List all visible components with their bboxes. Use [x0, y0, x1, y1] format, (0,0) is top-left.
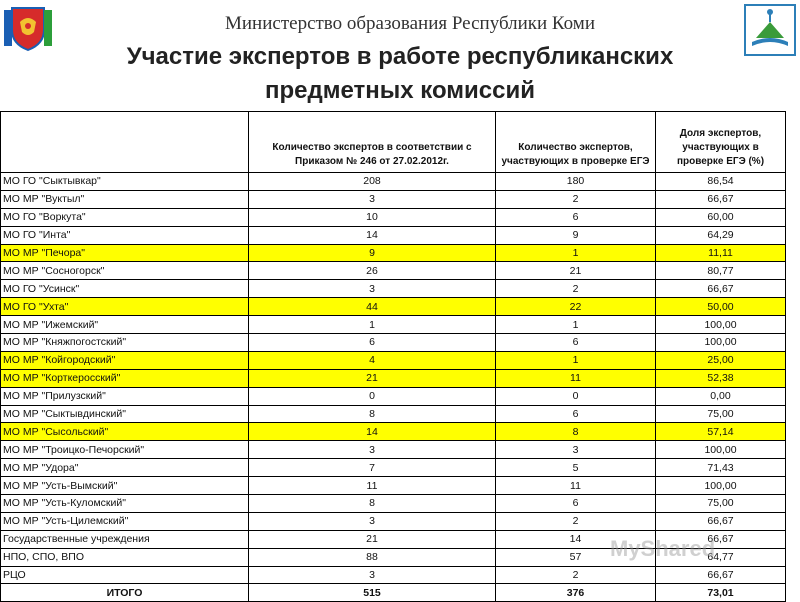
experts-participating-cell: 0	[496, 387, 656, 405]
share-percent-cell: 25,00	[656, 351, 786, 369]
experts-participating-cell: 2	[496, 512, 656, 530]
region-cell: МО МР "Сысольский"	[1, 423, 249, 441]
experts-participating-cell: 8	[496, 423, 656, 441]
table-row	[1, 190, 786, 208]
experts-participating-cell: 21	[496, 262, 656, 280]
region-cell: МО МР "Вуктыл"	[1, 190, 249, 208]
table-row	[1, 459, 786, 477]
experts-by-order-cell: 3	[249, 566, 496, 584]
experts-by-order-cell: 21	[249, 369, 496, 387]
table-row	[1, 369, 786, 387]
experts-participating-cell: 2	[496, 280, 656, 298]
region-cell: МО МР "Усть-Цилемский"	[1, 512, 249, 530]
table-row	[1, 262, 786, 280]
experts-participating-cell: 11	[496, 369, 656, 387]
col-header-experts-by-order: Количество экспертов в соответствии с Приказом № 246 от 27.02.2012г.	[249, 112, 496, 173]
experts-by-order-cell: 26	[249, 262, 496, 280]
region-cell: Государственные учреждения	[1, 530, 249, 548]
page-title	[0, 40, 800, 108]
table-row	[1, 316, 786, 334]
table-row	[1, 173, 786, 191]
share-percent-cell: 86,54	[656, 173, 786, 191]
region-cell: МО МР "Ижемский"	[1, 316, 249, 334]
region-cell: МО ГО "Инта"	[1, 226, 249, 244]
experts-participating-cell: 11	[496, 477, 656, 495]
region-cell: МО ГО "Усинск"	[1, 280, 249, 298]
table-row	[1, 226, 786, 244]
share-percent-cell: 75,00	[656, 405, 786, 423]
experts-table	[0, 111, 786, 602]
region-cell: МО МР "Усть-Вымский"	[1, 477, 249, 495]
experts-participating-cell: 180	[496, 173, 656, 191]
experts-participating-cell: 1	[496, 351, 656, 369]
education-logo-icon	[744, 4, 796, 56]
col-header-experts-participating: Количество экспертов, участвующих в проверке ЕГЭ	[496, 112, 656, 173]
share-percent-cell: 100,00	[656, 441, 786, 459]
share-percent-cell: 52,38	[656, 369, 786, 387]
table-row	[1, 298, 786, 316]
experts-participating-cell: 57	[496, 548, 656, 566]
region-cell: МО МР "Печора"	[1, 244, 249, 262]
ministry-name: Министерство образования Республики Коми	[225, 13, 595, 34]
total-experts-participating-cell: 376	[496, 584, 656, 602]
experts-by-order-cell: 3	[249, 190, 496, 208]
table-row	[1, 477, 786, 495]
region-cell: МО МР "Удора"	[1, 459, 249, 477]
experts-participating-cell: 3	[496, 441, 656, 459]
table-row	[1, 334, 786, 352]
region-cell: МО ГО "Воркута"	[1, 208, 249, 226]
share-percent-cell: 0,00	[656, 387, 786, 405]
total-share-percent-cell: 73,01	[656, 584, 786, 602]
experts-by-order-cell: 8	[249, 405, 496, 423]
share-percent-cell: 64,77	[656, 548, 786, 566]
experts-by-order-cell: 14	[249, 226, 496, 244]
experts-participating-cell: 2	[496, 566, 656, 584]
share-percent-cell: 100,00	[656, 334, 786, 352]
experts-by-order-cell: 10	[249, 208, 496, 226]
experts-by-order-cell: 208	[249, 173, 496, 191]
share-percent-cell: 100,00	[656, 477, 786, 495]
region-cell: МО МР "Усть-Куломский"	[1, 495, 249, 513]
region-cell: МО МР "Сыктывдинский"	[1, 405, 249, 423]
table-row	[1, 441, 786, 459]
region-cell: МО МР "Троицко-Печорский"	[1, 441, 249, 459]
experts-participating-cell: 14	[496, 530, 656, 548]
experts-participating-cell: 2	[496, 190, 656, 208]
experts-participating-cell: 22	[496, 298, 656, 316]
experts-participating-cell: 6	[496, 208, 656, 226]
share-percent-cell: 66,67	[656, 512, 786, 530]
experts-by-order-cell: 14	[249, 423, 496, 441]
experts-participating-cell: 6	[496, 495, 656, 513]
experts-by-order-cell: 8	[249, 495, 496, 513]
table-row	[1, 351, 786, 369]
region-cell: МО МР "Княжпогостский"	[1, 334, 249, 352]
experts-by-order-cell: 7	[249, 459, 496, 477]
share-percent-cell: 66,67	[656, 530, 786, 548]
table-total-row	[1, 584, 786, 602]
table-row	[1, 208, 786, 226]
experts-participating-cell: 1	[496, 244, 656, 262]
region-cell: МО ГО "Ухта"	[1, 298, 249, 316]
slide-header	[0, 0, 800, 112]
region-cell: МО МР "Корткеросский"	[1, 369, 249, 387]
table-row	[1, 566, 786, 584]
region-cell: МО МР "Прилузский"	[1, 387, 249, 405]
experts-by-order-cell: 0	[249, 387, 496, 405]
experts-by-order-cell: 3	[249, 512, 496, 530]
table-row	[1, 495, 786, 513]
share-percent-cell: 66,67	[656, 566, 786, 584]
share-percent-cell: 100,00	[656, 316, 786, 334]
experts-by-order-cell: 11	[249, 477, 496, 495]
table-row	[1, 280, 786, 298]
experts-by-order-cell: 6	[249, 334, 496, 352]
experts-by-order-cell: 4	[249, 351, 496, 369]
experts-by-order-cell: 3	[249, 441, 496, 459]
share-percent-cell: 71,43	[656, 459, 786, 477]
experts-participating-cell: 6	[496, 334, 656, 352]
share-percent-cell: 66,67	[656, 280, 786, 298]
col-header-region	[1, 112, 249, 173]
total-experts-by-order-cell: 515	[249, 584, 496, 602]
experts-by-order-cell: 9	[249, 244, 496, 262]
experts-participating-cell: 6	[496, 405, 656, 423]
experts-by-order-cell: 1	[249, 316, 496, 334]
title-line-2: предметных комиссий	[264, 77, 536, 104]
table-row	[1, 512, 786, 530]
region-cell: МО МР "Койгородский"	[1, 351, 249, 369]
share-percent-cell: 50,00	[656, 298, 786, 316]
table-header-row	[1, 112, 786, 173]
table-row	[1, 423, 786, 441]
share-percent-cell: 80,77	[656, 262, 786, 280]
table-row	[1, 387, 786, 405]
experts-participating-cell: 1	[496, 316, 656, 334]
region-cell: МО ГО "Сыктывкар"	[1, 173, 249, 191]
col-header-share-percent: Доля экспертов, участвующих в проверке ЕГЭ (%)	[656, 112, 786, 173]
experts-by-order-cell: 3	[249, 280, 496, 298]
experts-by-order-cell: 88	[249, 548, 496, 566]
table-row	[1, 405, 786, 423]
share-percent-cell: 60,00	[656, 208, 786, 226]
region-cell: НПО, СПО, ВПО	[1, 548, 249, 566]
title-line-1: Участие экспертов в работе республиканских	[126, 43, 674, 70]
watermark: MyShared	[610, 536, 716, 561]
share-percent-cell: 64,29	[656, 226, 786, 244]
share-percent-cell: 66,67	[656, 190, 786, 208]
experts-participating-cell: 5	[496, 459, 656, 477]
share-percent-cell: 57,14	[656, 423, 786, 441]
experts-by-order-cell: 44	[249, 298, 496, 316]
experts-by-order-cell: 21	[249, 530, 496, 548]
share-percent-cell: 75,00	[656, 495, 786, 513]
experts-participating-cell: 9	[496, 226, 656, 244]
total-label-cell: ИТОГО	[1, 584, 249, 602]
table-row	[1, 244, 786, 262]
region-cell: РЦО	[1, 566, 249, 584]
region-cell: МО МР "Сосногорск"	[1, 262, 249, 280]
share-percent-cell: 11,11	[656, 244, 786, 262]
